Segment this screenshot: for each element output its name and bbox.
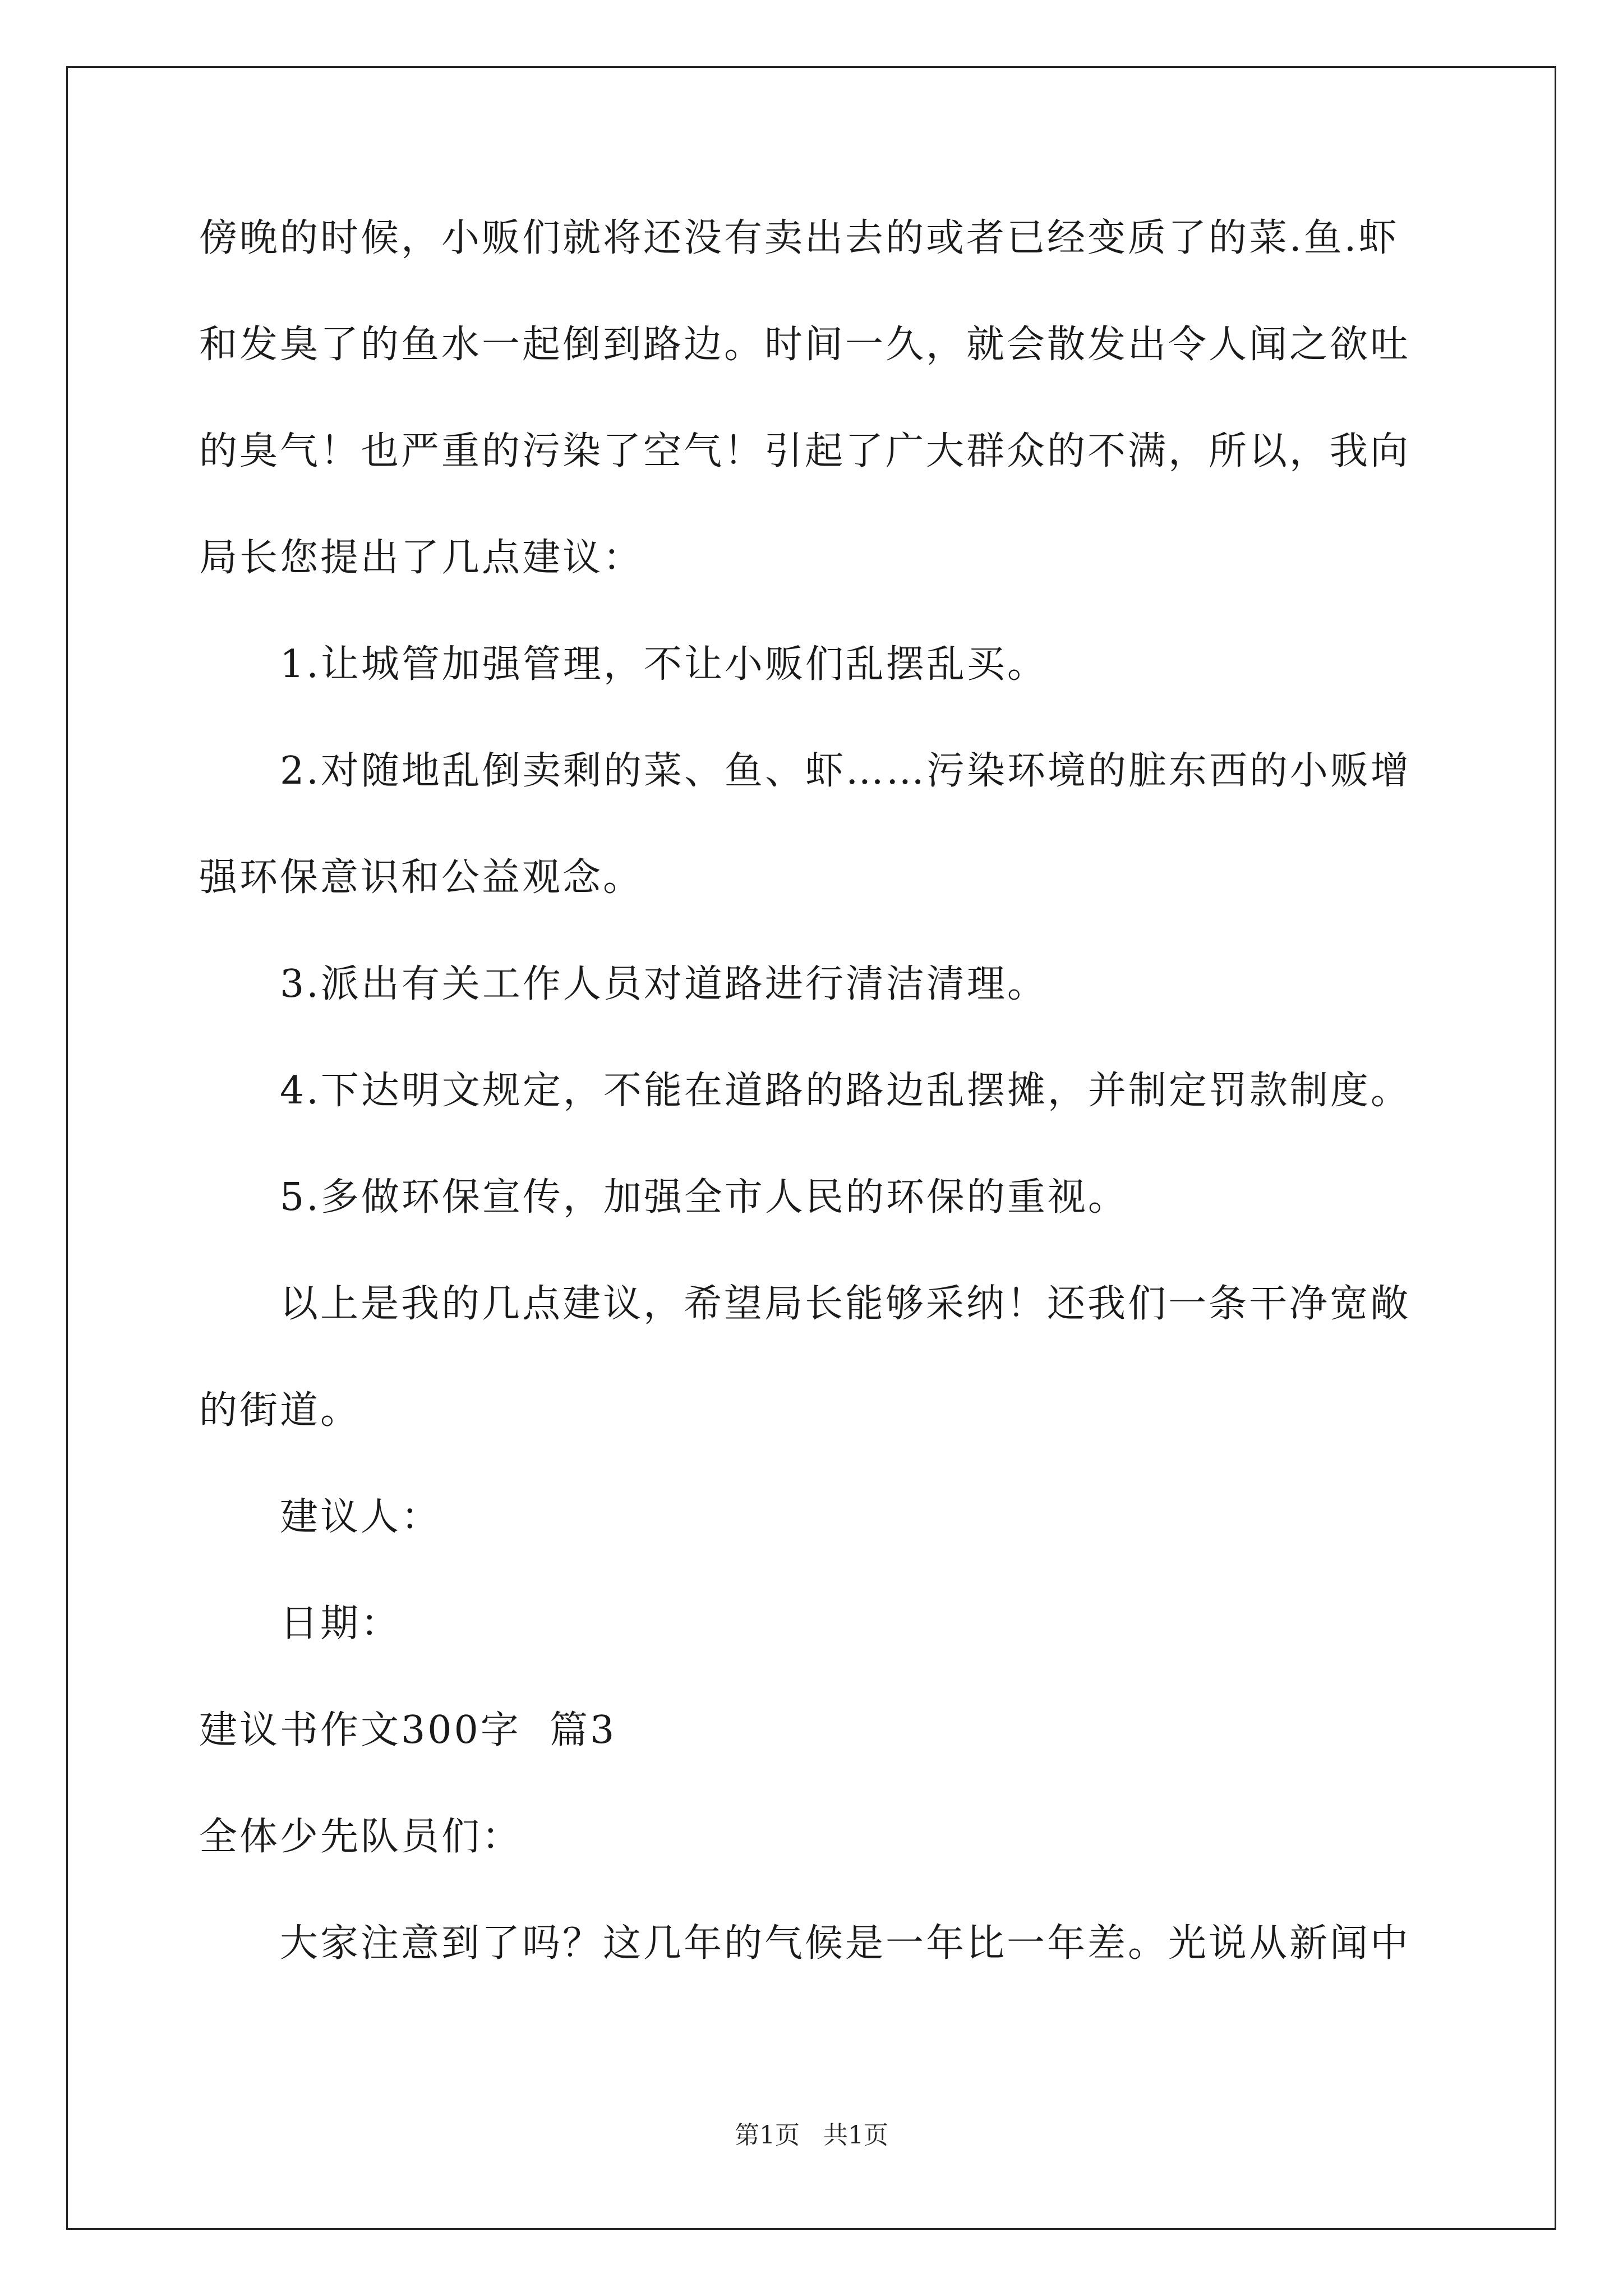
paragraph-1-line-4: 局长您提出了几点建议： [199,536,644,580]
suggestion-1: 1.让城管加强管理，不让小贩们乱摆乱买。 [280,642,1048,687]
section-heading: 建议书作文300字 篇3 [199,1708,617,1752]
paragraph-1-line-2: 和发臭了的鱼水一起倒到路边。时间一久，就会散发出令人闻之欲吐 [199,323,1411,367]
suggestion-4: 4.下达明文规定，不能在道路的路边乱摆摊，并制定罚款制度。 [280,1069,1411,1113]
body-line: 大家注意到了吗？这几年的气候是一年比一年差。光说从新闻中 [280,1921,1411,1966]
date-label: 日期： [280,1602,402,1646]
paragraph-1-line-3: 的臭气！也严重的污染了空气！引起了广大群众的不满，所以，我向 [199,429,1411,473]
page-border [66,66,1556,2230]
salutation: 全体少先队员们： [199,1815,523,1859]
paragraph-1-line-1: 傍晚的时候，小贩们就将还没有卖出去的或者已经变质了的菜.鱼.虾 [199,216,1399,260]
suggestion-3: 3.派出有关工作人员对道路进行清洁清理。 [280,962,1048,1006]
closing-line-2: 的街道。 [199,1388,361,1433]
page-footer: 第1页 共1页 [735,2121,888,2150]
signature-label: 建议人： [280,1495,442,1539]
suggestion-2-line-2: 强环保意识和公益观念。 [199,855,644,900]
suggestion-2-line-1: 2.对随地乱倒卖剩的菜、鱼、虾……污染环境的脏东西的小贩增 [280,749,1411,793]
suggestion-5: 5.多做环保宣传，加强全市人民的环保的重视。 [280,1175,1128,1220]
closing-line-1: 以上是我的几点建议，希望局长能够采纳！还我们一条干净宽敞 [280,1282,1411,1326]
